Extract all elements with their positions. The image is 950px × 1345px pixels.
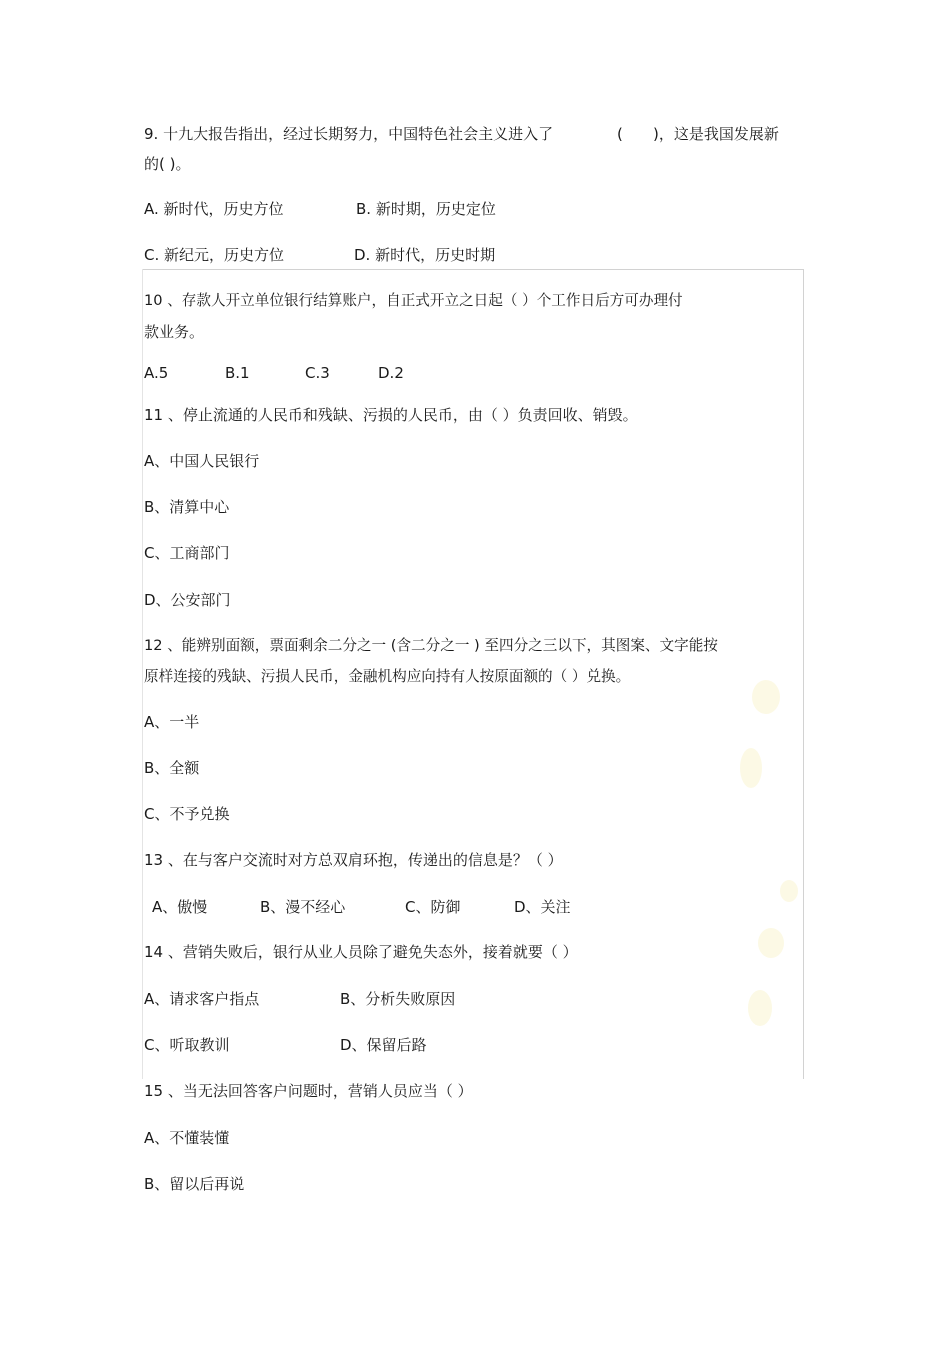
q9-stem-tail: )，这是我国发展新	[653, 125, 779, 143]
q13-option-a: A、傲慢	[152, 898, 208, 916]
q11-stem: 11 、停止流通的人民币和残缺、污损的人民币，由（ ）负责回收、销毁。	[144, 406, 638, 424]
q12-stem-line1: 12 、能辨别面额，票面剩余二分之一 (含二分之一 ) 至四分之三以下，其图案、文字能按	[144, 637, 718, 654]
q14-option-a: A、请求客户指点	[144, 990, 260, 1008]
q15-stem: 15 、当无法回答客户问题时，营销人员应当（ ）	[144, 1082, 473, 1100]
q9-stem-line2: 的( )。	[144, 155, 191, 173]
q12-option-c: C、不予兑换	[144, 805, 230, 823]
q15-option-a: A、不懂装懂	[144, 1129, 230, 1147]
q14-option-c: C、听取教训	[144, 1036, 230, 1054]
q10-stem-line1: 10 、存款人开立单位银行结算账户，自正式开立之日起（ ）个工作日后方可办理付	[144, 292, 683, 309]
q11-option-a: A、中国人民银行	[144, 452, 260, 470]
q9-blank-open: (	[617, 125, 623, 143]
scan-blot	[748, 990, 772, 1026]
q10-option-b: B.1	[225, 364, 250, 382]
frame-left-line	[142, 269, 143, 1079]
q11-option-b: B、清算中心	[144, 498, 230, 516]
q15-option-b: B、留以后再说	[144, 1175, 245, 1193]
frame-top-line	[143, 269, 803, 270]
q12-option-a: A、一半	[144, 713, 200, 731]
q9-stem-text: 9. 十九大报告指出，经过长期努力，中国特色社会主义进入了	[144, 125, 554, 143]
q10-stem-line2: 款业务。	[144, 323, 205, 341]
frame-right-line	[803, 269, 804, 1079]
q9-option-a: A. 新时代，历史方位	[144, 200, 284, 218]
q10-option-a: A.5	[144, 364, 169, 382]
q14-stem: 14 、营销失败后，银行从业人员除了避免失态外，接着就要（ ）	[144, 943, 578, 961]
q13-stem: 13 、在与客户交流时对方总双肩环抱，传递出的信息是？（ ）	[144, 851, 563, 869]
q9-stem-line1	[144, 124, 553, 144]
q9-option-b: B. 新时期，历史定位	[356, 200, 496, 218]
q9-option-d: D. 新时代，历史时期	[354, 246, 496, 264]
q10-option-d: D.2	[378, 364, 404, 382]
scan-blot	[758, 928, 784, 958]
q12-stem-line2: 原样连接的残缺、污损人民币，金融机构应向持有人按原面额的（ ）兑换。	[144, 668, 631, 685]
q14-option-b: B、分析失败原因	[340, 990, 456, 1008]
q13-option-c: C、防御	[405, 898, 461, 916]
q11-option-d: D、公安部门	[144, 591, 231, 609]
scan-blot	[780, 880, 798, 902]
q11-option-c: C、工商部门	[144, 544, 230, 562]
q10-option-c: C.3	[305, 364, 330, 382]
scan-blot	[752, 680, 780, 714]
q13-option-d: D、关注	[514, 898, 571, 916]
q9-option-c: C. 新纪元，历史方位	[144, 246, 285, 264]
q14-option-d: D、保留后路	[340, 1036, 427, 1054]
q12-option-b: B、全额	[144, 759, 200, 777]
scan-blot	[740, 748, 762, 788]
q13-option-b: B、漫不经心	[260, 898, 346, 916]
